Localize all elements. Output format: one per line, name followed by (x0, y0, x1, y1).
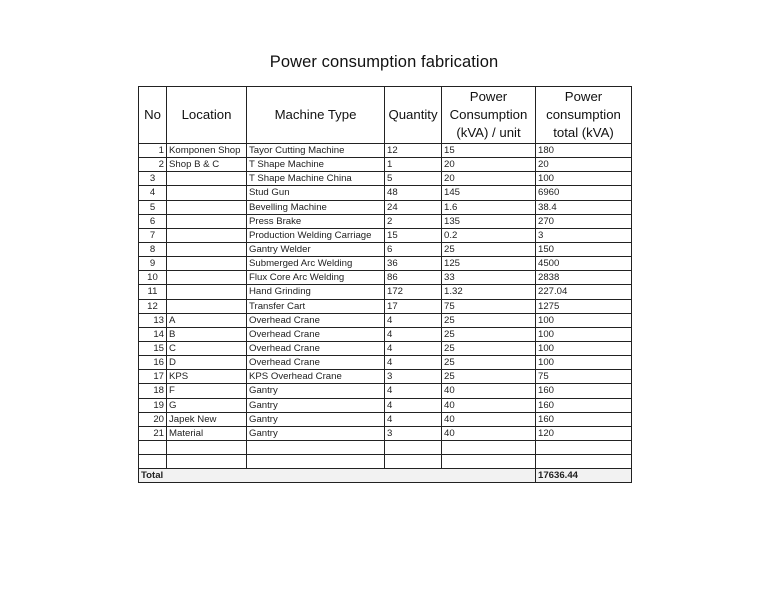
empty-cell (167, 440, 247, 454)
header-row (139, 87, 632, 144)
cell-no: 3 (139, 172, 167, 186)
cell-no: 14 (139, 327, 167, 341)
empty-cell (385, 440, 442, 454)
power-consumption-table (138, 86, 632, 483)
cell-power-total: 2838 (536, 271, 632, 285)
cell-machine-type: Press Brake (247, 214, 385, 228)
cell-power-total: 227.04 (536, 285, 632, 299)
cell-power-total: 1275 (536, 299, 632, 313)
cell-quantity: 4 (385, 356, 442, 370)
cell-power-total: 160 (536, 384, 632, 398)
cell-location (167, 299, 247, 313)
header-power-per-unit-line3: (kVA) / unit (456, 125, 521, 140)
cell-machine-type: Overhead Crane (247, 356, 385, 370)
cell-location (167, 271, 247, 285)
table-row (139, 172, 632, 186)
cell-machine-type: Bevelling Machine (247, 200, 385, 214)
cell-machine-type: Tayor Cutting Machine (247, 144, 385, 158)
cell-location (167, 257, 247, 271)
cell-quantity: 12 (385, 144, 442, 158)
cell-power-per-unit: 135 (442, 214, 536, 228)
cell-machine-type: Transfer Cart (247, 299, 385, 313)
header-quantity: Quantity (385, 87, 442, 144)
empty-cell (167, 455, 247, 469)
cell-no: 16 (139, 356, 167, 370)
cell-machine-type: Gantry (247, 426, 385, 440)
cell-quantity: 1 (385, 158, 442, 172)
table-row (139, 285, 632, 299)
cell-quantity: 2 (385, 214, 442, 228)
cell-power-per-unit: 1.32 (442, 285, 536, 299)
table-row (139, 370, 632, 384)
cell-power-per-unit: 40 (442, 412, 536, 426)
cell-power-per-unit: 25 (442, 356, 536, 370)
cell-no: 8 (139, 242, 167, 256)
table-row (139, 327, 632, 341)
cell-power-total: 20 (536, 158, 632, 172)
header-power-total-line1: Power (564, 89, 603, 104)
cell-power-per-unit: 33 (442, 271, 536, 285)
cell-machine-type: Gantry Welder (247, 242, 385, 256)
cell-quantity: 6 (385, 242, 442, 256)
cell-power-per-unit: 25 (442, 341, 536, 355)
cell-no: 7 (139, 228, 167, 242)
header-power-per-unit-line2: Consumption (449, 107, 528, 122)
cell-location (167, 228, 247, 242)
cell-no: 19 (139, 398, 167, 412)
table-row (139, 144, 632, 158)
header-no: No (139, 87, 167, 144)
cell-quantity: 17 (385, 299, 442, 313)
cell-power-per-unit: 25 (442, 327, 536, 341)
table-row (139, 341, 632, 355)
cell-quantity: 5 (385, 172, 442, 186)
cell-machine-type: Production Welding Carriage (247, 228, 385, 242)
header-power-per-unit (442, 87, 536, 144)
cell-power-per-unit: 0.2 (442, 228, 536, 242)
table-body (139, 144, 632, 483)
cell-machine-type: Gantry (247, 384, 385, 398)
cell-power-total: 38.4 (536, 200, 632, 214)
cell-power-total: 6960 (536, 186, 632, 200)
cell-power-total: 100 (536, 172, 632, 186)
cell-location (167, 242, 247, 256)
cell-machine-type: Overhead Crane (247, 341, 385, 355)
header-machine-type: Machine Type (247, 87, 385, 144)
cell-quantity: 3 (385, 370, 442, 384)
table-row (139, 356, 632, 370)
cell-quantity: 4 (385, 327, 442, 341)
cell-quantity: 3 (385, 426, 442, 440)
cell-machine-type: KPS Overhead Crane (247, 370, 385, 384)
empty-cell (536, 440, 632, 454)
cell-power-per-unit: 125 (442, 257, 536, 271)
cell-power-per-unit: 20 (442, 172, 536, 186)
cell-quantity: 4 (385, 398, 442, 412)
cell-location (167, 186, 247, 200)
cell-no: 20 (139, 412, 167, 426)
cell-power-total: 160 (536, 412, 632, 426)
cell-no: 4 (139, 186, 167, 200)
cell-location: G (167, 398, 247, 412)
table-row (139, 257, 632, 271)
cell-machine-type: Flux Core Arc Welding (247, 271, 385, 285)
cell-no: 18 (139, 384, 167, 398)
cell-power-per-unit: 25 (442, 370, 536, 384)
cell-no: 17 (139, 370, 167, 384)
table-row (139, 426, 632, 440)
table-row (139, 214, 632, 228)
cell-location: Material (167, 426, 247, 440)
table-row (139, 398, 632, 412)
table-row (139, 271, 632, 285)
cell-power-total: 180 (536, 144, 632, 158)
cell-location: F (167, 384, 247, 398)
cell-power-total: 100 (536, 356, 632, 370)
cell-power-per-unit: 40 (442, 398, 536, 412)
cell-no: 21 (139, 426, 167, 440)
cell-power-total: 270 (536, 214, 632, 228)
header-power-total (536, 87, 632, 144)
cell-power-total: 4500 (536, 257, 632, 271)
cell-location: Shop B & C (167, 158, 247, 172)
cell-location: A (167, 313, 247, 327)
cell-machine-type: Gantry (247, 412, 385, 426)
cell-no: 12 (139, 299, 167, 313)
cell-location (167, 285, 247, 299)
cell-location (167, 200, 247, 214)
header-power-per-unit-line1: Power (469, 89, 508, 104)
cell-power-total: 100 (536, 341, 632, 355)
cell-power-per-unit: 20 (442, 158, 536, 172)
total-label: Total (139, 469, 536, 483)
empty-cell (442, 440, 536, 454)
cell-power-per-unit: 40 (442, 384, 536, 398)
empty-cell (536, 455, 632, 469)
cell-power-total: 160 (536, 398, 632, 412)
total-value: 17636.44 (536, 469, 632, 483)
cell-quantity: 4 (385, 341, 442, 355)
cell-location: Komponen Shop (167, 144, 247, 158)
cell-machine-type: Overhead Crane (247, 327, 385, 341)
empty-row (139, 440, 632, 454)
cell-no: 15 (139, 341, 167, 355)
cell-power-total: 150 (536, 242, 632, 256)
table-row (139, 242, 632, 256)
cell-quantity: 4 (385, 313, 442, 327)
table-row (139, 200, 632, 214)
cell-location: C (167, 341, 247, 355)
cell-power-per-unit: 40 (442, 426, 536, 440)
cell-location (167, 172, 247, 186)
cell-power-total: 3 (536, 228, 632, 242)
cell-no: 11 (139, 285, 167, 299)
cell-location: Japek New (167, 412, 247, 426)
empty-cell (247, 440, 385, 454)
cell-machine-type: Hand Grinding (247, 285, 385, 299)
cell-quantity: 24 (385, 200, 442, 214)
cell-quantity: 172 (385, 285, 442, 299)
cell-no: 13 (139, 313, 167, 327)
cell-no: 2 (139, 158, 167, 172)
header-power-total-line2: consumption (546, 107, 621, 122)
cell-power-total: 100 (536, 313, 632, 327)
table-row (139, 313, 632, 327)
cell-power-total: 75 (536, 370, 632, 384)
table-row (139, 299, 632, 313)
table-row (139, 228, 632, 242)
cell-machine-type: Gantry (247, 398, 385, 412)
cell-location (167, 214, 247, 228)
cell-quantity: 15 (385, 228, 442, 242)
document-title: Power consumption fabrication (269, 53, 499, 71)
cell-no: 5 (139, 200, 167, 214)
cell-machine-type: Stud Gun (247, 186, 385, 200)
header-power-total-line3: total (kVA) (553, 125, 614, 140)
header-location: Location (167, 87, 247, 144)
cell-power-per-unit: 75 (442, 299, 536, 313)
cell-quantity: 48 (385, 186, 442, 200)
cell-location: B (167, 327, 247, 341)
cell-machine-type: T Shape Machine China (247, 172, 385, 186)
cell-power-total: 100 (536, 327, 632, 341)
cell-machine-type: T Shape Machine (247, 158, 385, 172)
cell-quantity: 86 (385, 271, 442, 285)
cell-location: D (167, 356, 247, 370)
empty-row (139, 455, 632, 469)
cell-power-per-unit: 1.6 (442, 200, 536, 214)
cell-power-per-unit: 25 (442, 313, 536, 327)
empty-cell (442, 455, 536, 469)
table-row (139, 412, 632, 426)
cell-location: KPS (167, 370, 247, 384)
empty-cell (139, 440, 167, 454)
cell-power-total: 120 (536, 426, 632, 440)
cell-quantity: 4 (385, 384, 442, 398)
table-row (139, 158, 632, 172)
cell-power-per-unit: 15 (442, 144, 536, 158)
cell-power-per-unit: 145 (442, 186, 536, 200)
empty-cell (385, 455, 442, 469)
empty-cell (139, 455, 167, 469)
cell-power-per-unit: 25 (442, 242, 536, 256)
cell-machine-type: Submerged Arc Welding (247, 257, 385, 271)
cell-quantity: 4 (385, 412, 442, 426)
empty-cell (247, 455, 385, 469)
cell-quantity: 36 (385, 257, 442, 271)
cell-no: 6 (139, 214, 167, 228)
total-row (139, 469, 632, 483)
cell-no: 9 (139, 257, 167, 271)
cell-no: 10 (139, 271, 167, 285)
cell-no: 1 (139, 144, 167, 158)
table-row (139, 186, 632, 200)
cell-machine-type: Overhead Crane (247, 313, 385, 327)
table-row (139, 384, 632, 398)
